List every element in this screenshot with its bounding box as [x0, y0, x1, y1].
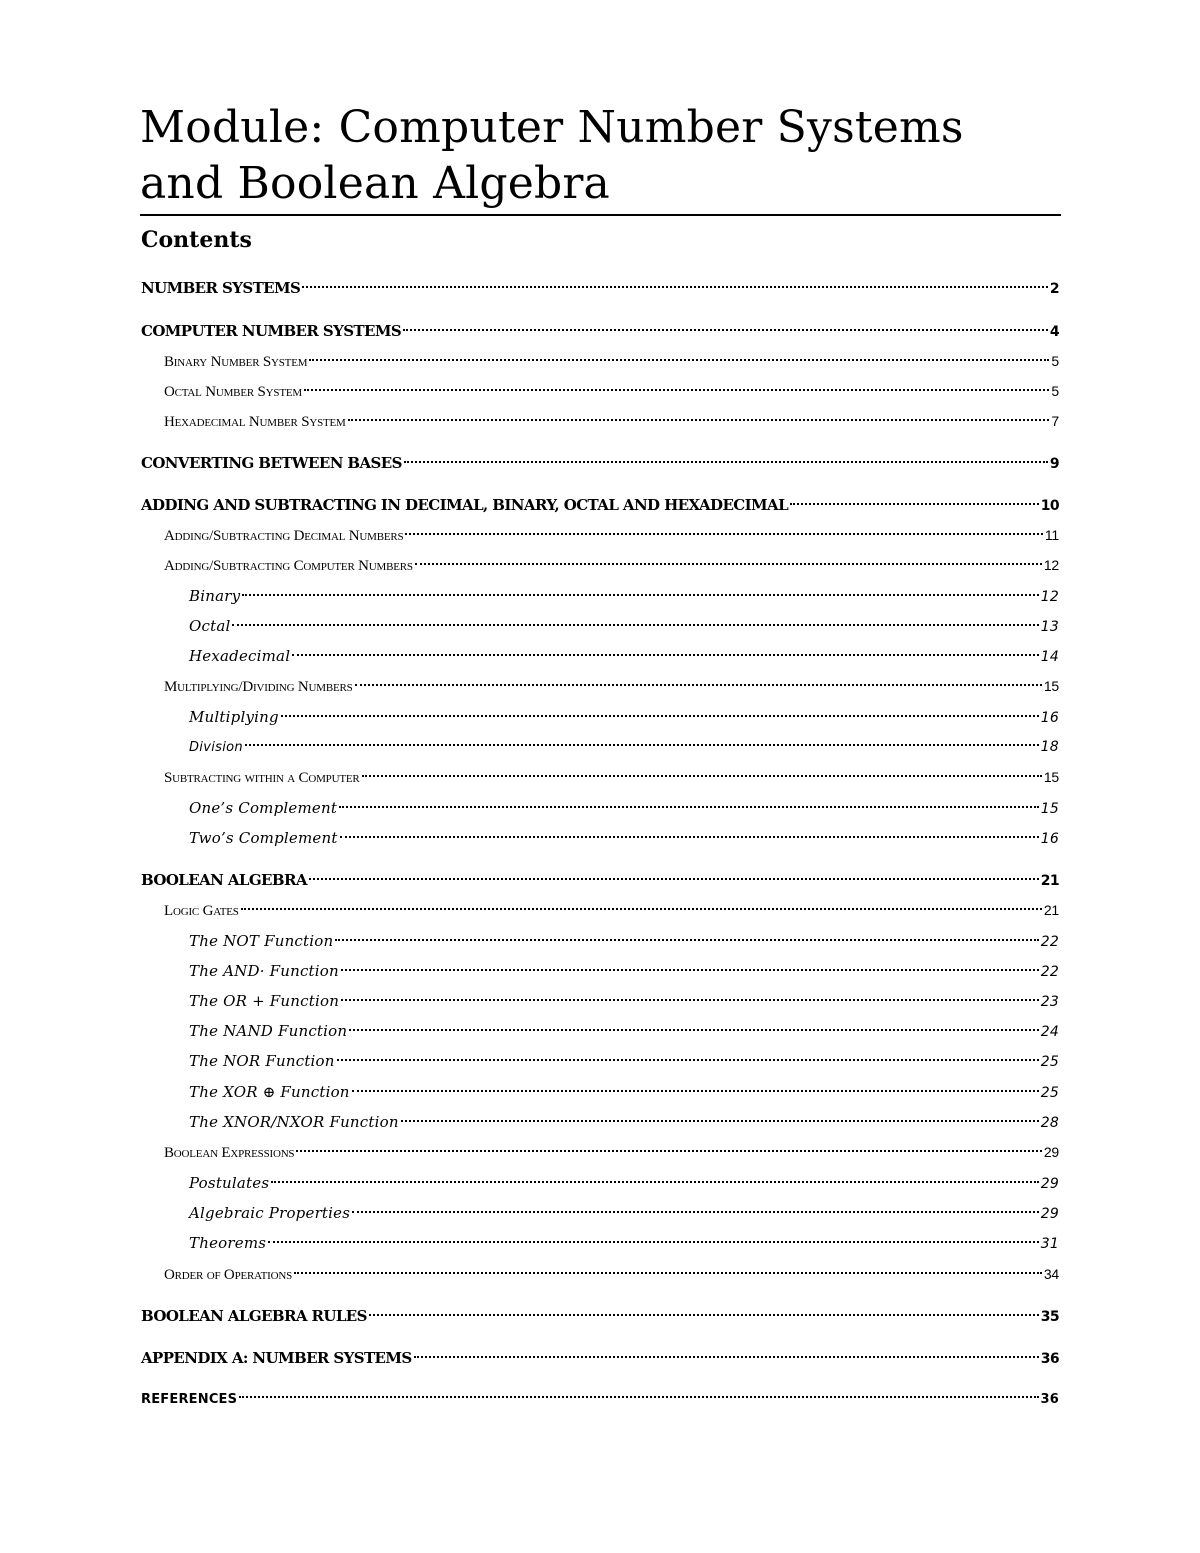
toc-entry-label: The XOR ⊕ Function — [189, 1083, 350, 1101]
toc-entry-level-3[interactable] — [189, 1049, 1059, 1073]
toc-page-number: 4 — [1049, 324, 1059, 340]
toc-entry-level-3[interactable] — [189, 796, 1059, 820]
toc-page-number: 29 — [1040, 1176, 1059, 1192]
toc-page-number: 18 — [1040, 739, 1059, 755]
toc-page-number: 9 — [1049, 456, 1059, 472]
toc-entry-label: Octal — [189, 617, 231, 635]
toc-page-number: 25 — [1040, 1054, 1059, 1070]
toc-page-number: 11 — [1044, 527, 1059, 543]
contents-heading: Contents — [141, 227, 252, 253]
toc-entry-label: Binary — [189, 587, 241, 605]
toc-page-number: 25 — [1040, 1085, 1059, 1101]
toc-page-number: 24 — [1040, 1024, 1059, 1040]
toc-page-number: 10 — [1040, 498, 1059, 514]
toc-entry-level-2[interactable] — [164, 765, 1059, 789]
toc-leader-dots — [335, 939, 1038, 941]
toc-page-number: 15 — [1043, 678, 1059, 694]
toc-leader-dots — [294, 1272, 1042, 1274]
toc-leader-dots — [304, 389, 1049, 391]
toc-page-number: 16 — [1040, 710, 1059, 726]
toc-leader-dots — [302, 286, 1048, 288]
toc-entry-level-1[interactable] — [141, 868, 1059, 892]
toc-page-number: 12 — [1040, 589, 1059, 605]
toc-entry-label: Octal Number System — [164, 384, 302, 400]
toc-leader-dots — [349, 1029, 1039, 1031]
toc-entry-level-3[interactable] — [189, 1201, 1059, 1225]
toc-entry-level-3[interactable] — [189, 705, 1059, 729]
toc-leader-dots — [245, 744, 1039, 746]
toc-page-number: 36 — [1040, 1351, 1059, 1367]
toc-page-number: 21 — [1043, 902, 1059, 918]
toc-entry-label: Subtracting within a Computer — [164, 770, 360, 786]
toc-entry-level-3[interactable] — [189, 735, 1059, 759]
toc-entry-level-2[interactable] — [164, 409, 1059, 433]
toc-entry-level-1[interactable] — [141, 319, 1059, 343]
toc-leader-dots — [281, 715, 1039, 717]
toc-entry-label: The OR + Function — [189, 992, 340, 1010]
toc-leader-dots — [242, 594, 1039, 596]
toc-page-number: 29 — [1040, 1206, 1059, 1222]
toc-entry-level-3[interactable] — [189, 989, 1059, 1013]
toc-leader-dots — [403, 329, 1048, 331]
toc-entry-level-3[interactable] — [189, 614, 1059, 638]
toc-page-number: 7 — [1051, 413, 1059, 429]
toc-leader-dots — [348, 419, 1050, 421]
toc-leader-dots — [414, 1356, 1039, 1358]
toc-page-number: 13 — [1040, 619, 1059, 635]
toc-entry-level-3[interactable] — [189, 959, 1059, 983]
toc-leader-dots — [352, 1090, 1039, 1092]
toc-page-number: 5 — [1051, 383, 1059, 399]
toc-leader-dots — [309, 878, 1039, 880]
toc-entry-level-2[interactable] — [164, 379, 1059, 403]
toc-page-number: 28 — [1040, 1115, 1059, 1131]
toc-page-number: 36 — [1040, 1392, 1059, 1407]
toc-entry-label: Adding/Subtracting Decimal Numbers — [164, 528, 404, 544]
toc-page-number: 35 — [1040, 1309, 1059, 1325]
toc-leader-dots — [239, 1396, 1038, 1398]
toc-leader-dots — [232, 624, 1038, 626]
toc-entry-level-1[interactable] — [141, 1304, 1059, 1328]
toc-entry-level-3[interactable] — [189, 1019, 1059, 1043]
toc-entry-label: Order of Operations — [164, 1267, 293, 1283]
title-underline — [140, 214, 1061, 216]
toc-page-number: 34 — [1043, 1266, 1059, 1282]
toc-leader-dots — [415, 563, 1042, 565]
toc-entry-label: The NAND Function — [189, 1022, 348, 1040]
toc-page-number: 22 — [1040, 934, 1059, 950]
toc-page-number: 2 — [1049, 281, 1059, 297]
toc-entry-level-2[interactable] — [164, 674, 1059, 698]
toc-leader-dots — [790, 503, 1039, 505]
toc-leader-dots — [296, 1150, 1041, 1152]
toc-entry-label: Postulates — [189, 1174, 270, 1192]
toc-leader-dots — [404, 461, 1048, 463]
toc-page-number: 31 — [1040, 1236, 1059, 1252]
toc-entry-level-2[interactable] — [164, 1262, 1059, 1286]
toc-entry-level-2[interactable] — [164, 523, 1059, 547]
toc-entry-level-3[interactable] — [189, 1171, 1059, 1195]
toc-entry-level-2[interactable] — [164, 1140, 1059, 1164]
toc-leader-dots — [292, 654, 1039, 656]
toc-entry-level-2[interactable] — [164, 898, 1059, 922]
toc-leader-dots — [401, 1120, 1039, 1122]
toc-entry-label: Two’s Complement — [189, 829, 338, 847]
toc-page-number: 14 — [1040, 649, 1059, 665]
toc-entry-level-3[interactable] — [189, 644, 1059, 668]
toc-entry-level-1[interactable] — [141, 493, 1059, 517]
toc-entry-level-1[interactable] — [141, 1388, 1059, 1412]
toc-leader-dots — [362, 775, 1042, 777]
toc-entry-label: CONVERTING BETWEEN BASES — [141, 454, 402, 472]
toc-entry-level-1[interactable] — [141, 451, 1059, 475]
toc-page-number: 29 — [1043, 1144, 1059, 1160]
toc-entry-label: The NOR Function — [189, 1052, 335, 1070]
toc-entry-level-3[interactable] — [189, 929, 1059, 953]
toc-page-number: 5 — [1051, 353, 1059, 369]
toc-leader-dots — [405, 533, 1042, 535]
toc-leader-dots — [355, 684, 1042, 686]
toc-page-number: 15 — [1043, 769, 1059, 785]
toc-page-number: 23 — [1040, 994, 1059, 1010]
toc-entry-level-3[interactable] — [189, 584, 1059, 608]
toc-entry-label: Boolean Expressions — [164, 1145, 295, 1161]
toc-entry-label: Adding/Subtracting Computer Numbers — [164, 558, 413, 574]
toc-page-number: 15 — [1040, 801, 1059, 817]
toc-page-number: 12 — [1043, 557, 1059, 573]
toc-entry-label: The NOT Function — [189, 932, 334, 950]
toc-entry-label: The XNOR/NXOR Function — [189, 1113, 399, 1131]
toc-leader-dots — [241, 908, 1042, 910]
toc-entry-level-2[interactable] — [164, 553, 1059, 577]
toc-entry-level-3[interactable] — [189, 1110, 1059, 1134]
toc-entry-label: The AND· Function — [189, 962, 339, 980]
toc-leader-dots — [268, 1241, 1039, 1243]
toc-entry-level-1[interactable] — [141, 276, 1059, 300]
toc-leader-dots — [369, 1314, 1039, 1316]
toc-entry-level-3[interactable] — [189, 1231, 1059, 1255]
toc-entry-label: Theorems — [189, 1234, 267, 1252]
toc-entry-level-2[interactable] — [164, 349, 1059, 373]
toc-entry-label: Hexadecimal Number System — [164, 414, 346, 430]
toc-page-number: 22 — [1040, 964, 1059, 980]
toc-entry-label: COMPUTER NUMBER SYSTEMS — [141, 322, 402, 340]
toc-page-number: 21 — [1040, 873, 1059, 889]
toc-entry-label: Binary Number System — [164, 354, 308, 370]
toc-page-number: 16 — [1040, 831, 1059, 847]
toc-entry-label: Multiplying — [189, 708, 279, 726]
toc-leader-dots — [309, 359, 1049, 361]
toc-leader-dots — [337, 1059, 1039, 1061]
toc-entry-label: REFERENCES — [141, 1392, 238, 1407]
toc-entry-level-1[interactable] — [141, 1346, 1059, 1370]
toc-entry-label: Multiplying/Dividing Numbers — [164, 679, 353, 695]
toc-entry-label: ADDING AND SUBTRACTING IN DECIMAL, BINARY, OCTAL AND HEXADECIMAL — [141, 496, 789, 514]
toc-leader-dots — [341, 969, 1039, 971]
toc-entry-label: Logic Gates — [164, 903, 239, 919]
toc-leader-dots — [352, 1211, 1039, 1213]
toc-entry-label: NUMBER SYSTEMS — [141, 279, 301, 297]
toc-entry-label: Hexadecimal — [189, 647, 291, 665]
toc-entry-label: Algebraic Properties — [189, 1204, 351, 1222]
toc-leader-dots — [339, 806, 1039, 808]
toc-entry-label: BOOLEAN ALGEBRA RULES — [141, 1307, 367, 1325]
toc-entry-level-3[interactable] — [189, 1080, 1059, 1104]
toc-leader-dots — [341, 999, 1039, 1001]
toc-entry-label: BOOLEAN ALGEBRA — [141, 871, 307, 889]
toc-entry-level-3[interactable] — [189, 826, 1059, 850]
toc-entry-label: APPENDIX A: NUMBER SYSTEMS — [141, 1349, 412, 1367]
toc-entry-label: Division — [189, 740, 243, 755]
toc-leader-dots — [271, 1181, 1039, 1183]
document-title: Module: Computer Number Systems and Boolean Algebra — [140, 102, 964, 209]
toc-leader-dots — [340, 836, 1039, 838]
toc-entry-label: One’s Complement — [189, 799, 338, 817]
